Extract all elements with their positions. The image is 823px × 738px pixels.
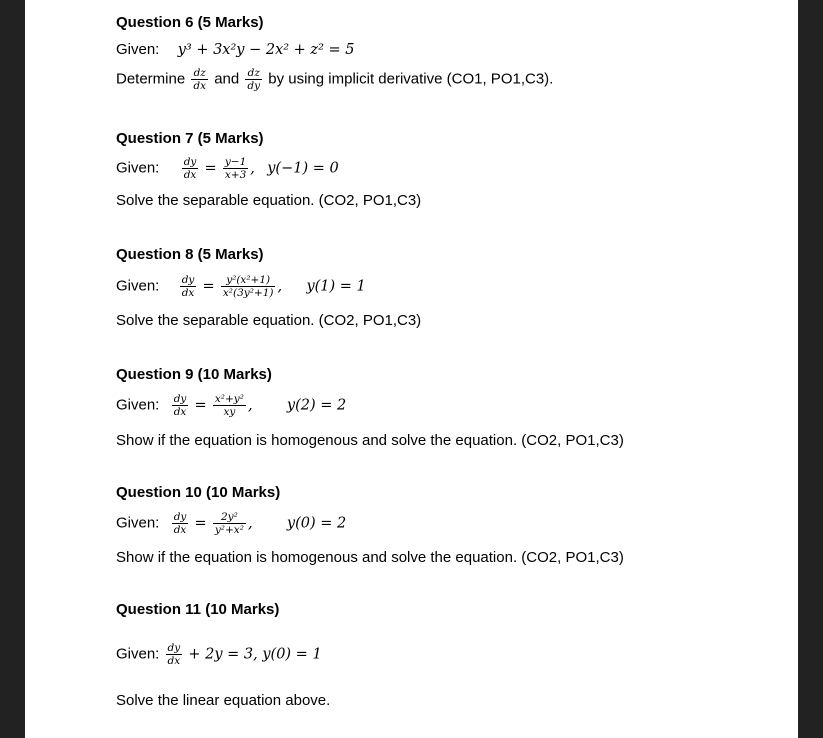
q11-lhs-fraction: $\frac{dy}{dx}$	[167, 642, 181, 667]
q9-rhs-fraction: $\frac{\text{x²+y²}}{xy}$	[214, 393, 244, 418]
q7-initial-condition: y(−1) = 0	[267, 160, 339, 177]
q9-lhs-fraction: $\frac{dy}{dx}$	[173, 393, 187, 418]
q10-lhs-fraction: $\frac{dy}{dx}$	[173, 511, 187, 536]
q10-instruction: Show if the equation is homogenous and solve the equation. (CO2, PO1,C3)	[116, 549, 624, 566]
q10-given-label: Given:	[116, 514, 160, 532]
q7-given-line: Given: $\frac{dy}{dx}$ = $\frac{y-1}{x+3}$ , y(−1) = 0	[116, 156, 339, 181]
q11-instruction: Solve the linear equation above.	[116, 692, 331, 709]
q7-instruction: Solve the separable equation. (CO2, PO1,C3)	[116, 192, 422, 209]
q11-given-label: Given:	[116, 645, 160, 663]
q7-title: Question 7 (5 Marks)	[116, 130, 264, 147]
q10-rhs-fraction: $\frac{\text{2y²}}{\text{y²+x²}}$	[214, 511, 244, 536]
q7-rhs-fraction: $\frac{y-1}{x+3}$	[224, 156, 247, 181]
q6-frac-dz-dy: $\frac{dz}{dy}$	[247, 67, 261, 92]
q7-equals: =	[204, 160, 217, 177]
q6-given-line	[116, 41, 354, 58]
q8-lhs-fraction: $\frac{dy}{dx}$	[181, 274, 195, 299]
q6-title: Question 6 (5 Marks)	[116, 14, 264, 31]
q10-initial-condition: y(0) = 2	[286, 515, 347, 532]
q9-given-line: Given: $\frac{dy}{dx}$ = $\frac{\text{x²+y²}}{xy}$ , y(2) = 2	[116, 393, 347, 418]
q9-instruction: Show if the equation is homogenous and solve the equation. (CO2, PO1,C3)	[116, 432, 624, 449]
q8-title: Question 8 (5 Marks)	[116, 246, 264, 263]
q6-equation: y³ + 3x²y − 2x² + z² = 5	[177, 42, 355, 58]
q10-given-line: Given: $\frac{dy}{dx}$ = $\frac{\text{2y²}}{\text{y²+x²}}$ , y(0) = 2	[116, 511, 347, 536]
q11-title: Question 11 (10 Marks)	[116, 601, 280, 618]
q6-tail: by using implicit derivative (CO1, PO1,C3).	[268, 70, 554, 88]
q6-frac-dz-dx: $\frac{dz}{dx}$	[193, 67, 207, 92]
q8-instruction: Solve the separable equation. (CO2, PO1,C3)	[116, 312, 422, 329]
q10-title: Question 10 (10 Marks)	[116, 484, 281, 501]
q9-title: Question 9 (10 Marks)	[116, 366, 272, 383]
q8-given-line: Given: $\frac{dy}{dx}$ = $\frac{\text{y²(x²+1)}}{\text{x²(3y²+1)}}$ , y(1) = 1	[116, 274, 366, 299]
q9-equals: =	[194, 397, 207, 414]
q6-given-label: Given:	[116, 41, 160, 58]
q10-equals: =	[194, 515, 207, 532]
q7-lhs-fraction: $\frac{dy}{dx}$	[183, 156, 197, 181]
q8-equals: =	[202, 278, 215, 295]
q8-given-label: Given:	[116, 277, 160, 295]
q11-equation-rest: + 2y = 3, y(0) = 1	[188, 646, 322, 663]
q6-determine-label: Determine	[116, 70, 186, 88]
q8-initial-condition: y(1) = 1	[306, 278, 366, 295]
q9-initial-condition: y(2) = 2	[286, 397, 347, 414]
document-page	[25, 0, 798, 738]
q6-determine-line	[116, 67, 553, 92]
q9-given-label: Given:	[116, 396, 160, 414]
q8-rhs-fraction: $\frac{\text{y²(x²+1)}}{\text{x²(3y²+1)}}$	[222, 274, 274, 299]
q7-given-label: Given:	[116, 159, 160, 177]
q11-given-line	[116, 642, 322, 667]
q6-and: and	[214, 70, 240, 88]
